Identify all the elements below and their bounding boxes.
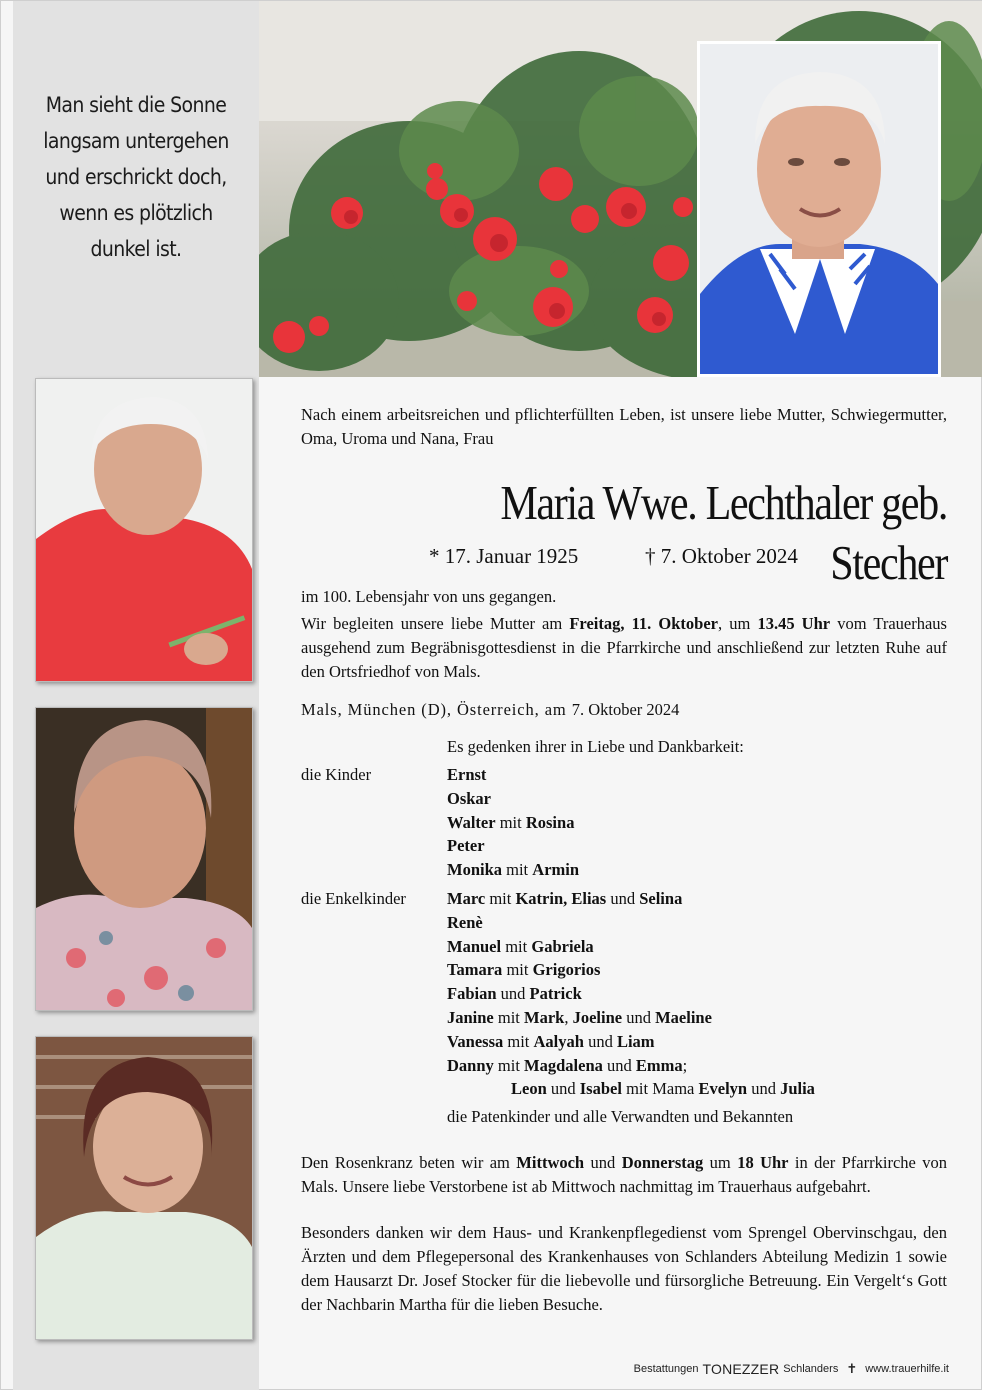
place-list: Mals, München (D), Österreich, am <box>301 700 567 719</box>
memorial-quote <box>13 87 259 267</box>
list-item: Fabian und Patrick <box>447 984 582 1004</box>
deceased-name: Maria Wwe. Lechthaler geb. Stecher <box>500 475 947 590</box>
children-list <box>447 763 579 882</box>
footer-suffix: Schlanders <box>783 1363 839 1375</box>
photo-patterned-blouse <box>35 707 253 1011</box>
portrait-main-photo <box>697 41 941 377</box>
photo-red-shirt <box>35 378 253 682</box>
quote-line: Man sieht die Sonne <box>45 93 227 117</box>
children-label: die Kinder <box>301 765 372 784</box>
intro-text: Nach einem arbeitsreichen und pflichterfüllten Leben, ist unsere liebe Mutter, Schwiegermutter, Oma, Uroma und Nana, Frau <box>301 405 947 448</box>
birth-date: * 17. Januar 1925 <box>429 544 579 568</box>
ceremony-time: 13.45 Uhr <box>757 614 831 633</box>
thanks-text: Besonders danken wir dem Haus- und Krankenpflegedienst vom Sprengel Obervinschgau, den Ärzten und dem Pflegepersonal des Krankenhauses von Schlanders Abteilung Medizin 1 sowie dem Hausarzt Dr. Josef Stocker für die liebevolle und fürsorgliche Betreuung. Ein Vergelt‘s Gott der Nachbarin Martha für die lieben Besuche. <box>301 1223 947 1314</box>
footer-url: www.trauerhilfe.it <box>865 1363 949 1375</box>
grandchildren-list <box>447 887 815 1101</box>
list-item: Manuel mit Gabriela <box>447 936 594 956</box>
passed-text: im 100. Lebensjahr von uns gegangen. <box>301 587 557 606</box>
photo-white-top <box>35 1036 253 1340</box>
rosary-e: um <box>703 1153 738 1172</box>
list-item: Leon und Isabel mit Mama Evelyn und Julia <box>511 1079 815 1099</box>
rosary-f: 18 Uhr <box>737 1153 789 1172</box>
list-item: Vanessa mit Aalyah und Liam <box>447 1031 655 1051</box>
cross-logo-icon: ✝ <box>846 1361 858 1376</box>
rosary-a: Den Rosenkranz beten wir am <box>301 1153 517 1172</box>
ceremony-text <box>301 612 947 684</box>
list-item: Janine mit Mark, Joeline und Maeline <box>447 1007 712 1027</box>
footer-brand: TONEZZER <box>702 1361 780 1377</box>
list-item: Oskar <box>447 788 492 808</box>
ceremony-day: Freitag, 11. Oktober <box>569 614 718 633</box>
ceremony-post: vom Trauerhaus ausgehend zum Begräbnisgottesdienst in die Pfarrkirche und anschließend zur letzten Ruhe auf den Ortsfriedhof von Mals. <box>301 614 947 681</box>
rosary-g: in der Pfarrkirche von Mals. Unsere liebe Verstorbene ist ab Mittwoch nachmittag im Trauerhaus aufgebahrt. <box>301 1153 947 1196</box>
ceremony-mid: , um <box>718 614 758 633</box>
ceremony-pre: Wir begleiten unsere liebe Mutter am <box>301 614 570 633</box>
list-item: Danny mit Magdalena und Emma; <box>447 1055 688 1075</box>
rosary-c: und <box>584 1153 622 1172</box>
list-item: Ernst <box>447 765 487 784</box>
quote-line: langsam untergehen <box>43 129 229 153</box>
list-item: Tamara mit Grigorios <box>447 960 601 980</box>
list-item: Renè <box>447 912 483 932</box>
death-date: † 7. Oktober 2024 <box>645 544 798 568</box>
list-item: Walter mit Rosina <box>447 812 575 832</box>
footer-prefix: Bestattungen <box>633 1363 699 1375</box>
remember-line: Es gedenken ihrer in Liebe und Dankbarkeit: <box>447 737 744 756</box>
others-line: die Patenkinder und alle Verwandten und Bekannten <box>447 1107 794 1126</box>
list-item: Marc mit Katrin, Elias und Selina <box>447 889 683 908</box>
list-item: Monika mit Armin <box>447 860 580 880</box>
quote-line: und erschrickt doch, <box>45 165 227 189</box>
footer <box>634 1361 949 1377</box>
rosary-d: Donnerstag <box>621 1153 704 1172</box>
place-date <box>301 698 947 722</box>
quote-line: wenn es plötzlich <box>59 201 213 225</box>
rosary-b: Mittwoch <box>516 1153 585 1172</box>
rosary-text <box>301 1151 947 1199</box>
quote-line: dunkel ist. <box>90 237 182 261</box>
grandchildren-label: die Enkelkinder <box>301 889 406 908</box>
list-item: Peter <box>447 836 485 856</box>
place-date-value: 7. Oktober 2024 <box>571 700 680 719</box>
